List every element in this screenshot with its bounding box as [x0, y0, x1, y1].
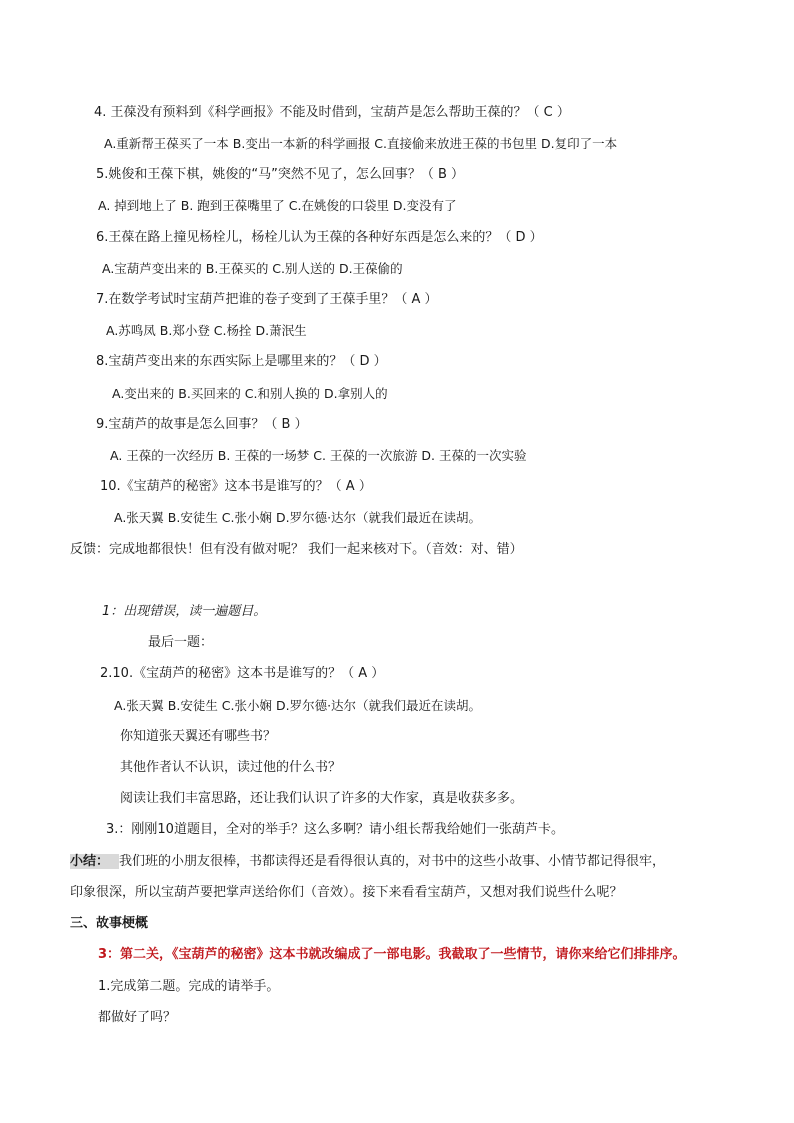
question-9-options: A. 王葆的一次经历 B. 王葆的一场梦 C. 王葆的一次旅游 D. 王葆的一次实验	[110, 448, 527, 463]
feedback-text: 反馈：完成地都很快！但有没有做对呢？ 我们一起来核对下。（音效：对、错）	[70, 542, 523, 557]
review-last-question-label: 最后一题：	[148, 635, 214, 650]
review-ask-3: 阅读让我们丰富思路，还让我们认识了许多的大作家，真是收获多多。	[120, 791, 524, 806]
summary-line-2: 印象很深，所以宝葫芦要把掌声送给你们（音效）。接下来看看宝葫芦，又想对我们说些什么呢？	[70, 885, 623, 900]
review-item-3: 3.：刚刚10道题目，全对的举手？这么多啊？请小组长帮我给她们一张葫芦卡。	[106, 822, 564, 837]
review-ask-2: 其他作者认不认识，读过他的什么书？	[120, 760, 342, 775]
summary-label: 小结：	[70, 854, 119, 869]
question-8: 8.宝葫芦变出来的东西实际上是哪里来的？（ D ）	[96, 354, 387, 369]
review-ask-1: 你知道张天翼还有哪些书？	[120, 729, 277, 744]
question-6-options: A.宝葫芦变出来的 B.王葆买的 C.别人送的 D.王葆偷的	[102, 261, 403, 276]
review-item-2: 2.10.《宝葫芦的秘密》这本书是谁写的？（ A ）	[100, 666, 385, 681]
level-instruction: 3：第二关，《宝葫芦的秘密》这本书就改编成了一部电影。我截取了一些情节，请你来给它们排排序。	[98, 947, 686, 962]
question-6: 6.王葆在路上撞见杨栓儿，杨栓儿认为王葆的各种好东西是怎么来的？（ D ）	[96, 230, 543, 245]
step-1: 1.完成第二题。完成的请举手。	[98, 979, 280, 994]
step-2: 都做好了吗？	[98, 1010, 177, 1025]
question-8-options: A.变出来的 B.买回来的 C.和别人换的 D.拿别人的	[112, 386, 388, 401]
summary-text-1: 我们班的小朋友很棒，书都读得还是看得很认真的，对书中的这些小故事、小情节都记得很牢，	[119, 854, 666, 869]
question-5-options: A. 掉到地上了 B. 跑到王葆嘴里了 C.在姚俊的口袋里 D.变没有了	[98, 198, 457, 213]
review-item-1: 1：出现错误，读一遍题目。	[102, 604, 267, 619]
question-4-options: A.重新帮王葆买了一本 B.变出一本新的科学画报 C.直接偷来放进王葆的书包里 D.复印了一本	[104, 136, 618, 151]
question-10-options: A.张天翼 B.安徒生 C.张小娴 D.罗尔德·达尔（就我们最近在读胡。	[114, 510, 482, 525]
question-9: 9.宝葫芦的故事是怎么回事？（ B ）	[96, 417, 308, 432]
question-7: 7.在数学考试时宝葫芦把谁的卷子变到了王葆手里？（ A ）	[96, 292, 438, 307]
question-10: 10.《宝葫芦的秘密》这本书是谁写的？（ A ）	[100, 479, 372, 494]
question-5: 5.姚俊和王葆下棋，姚俊的“马”突然不见了，怎么回事？（ B ）	[96, 167, 465, 182]
question-4: 4. 王葆没有预料到《科学画报》不能及时借到，宝葫芦是怎么帮助王葆的？（ C ）	[94, 105, 570, 120]
section-heading: 三、故事梗概	[70, 916, 149, 931]
review-item-2-options: A.张天翼 B.安徒生 C.张小娴 D.罗尔德·达尔（就我们最近在读胡。	[114, 698, 482, 713]
summary-line-1	[70, 853, 665, 871]
question-7-options: A.苏鸣凤 B.郑小登 C.杨拴 D.萧泯生	[106, 323, 307, 338]
